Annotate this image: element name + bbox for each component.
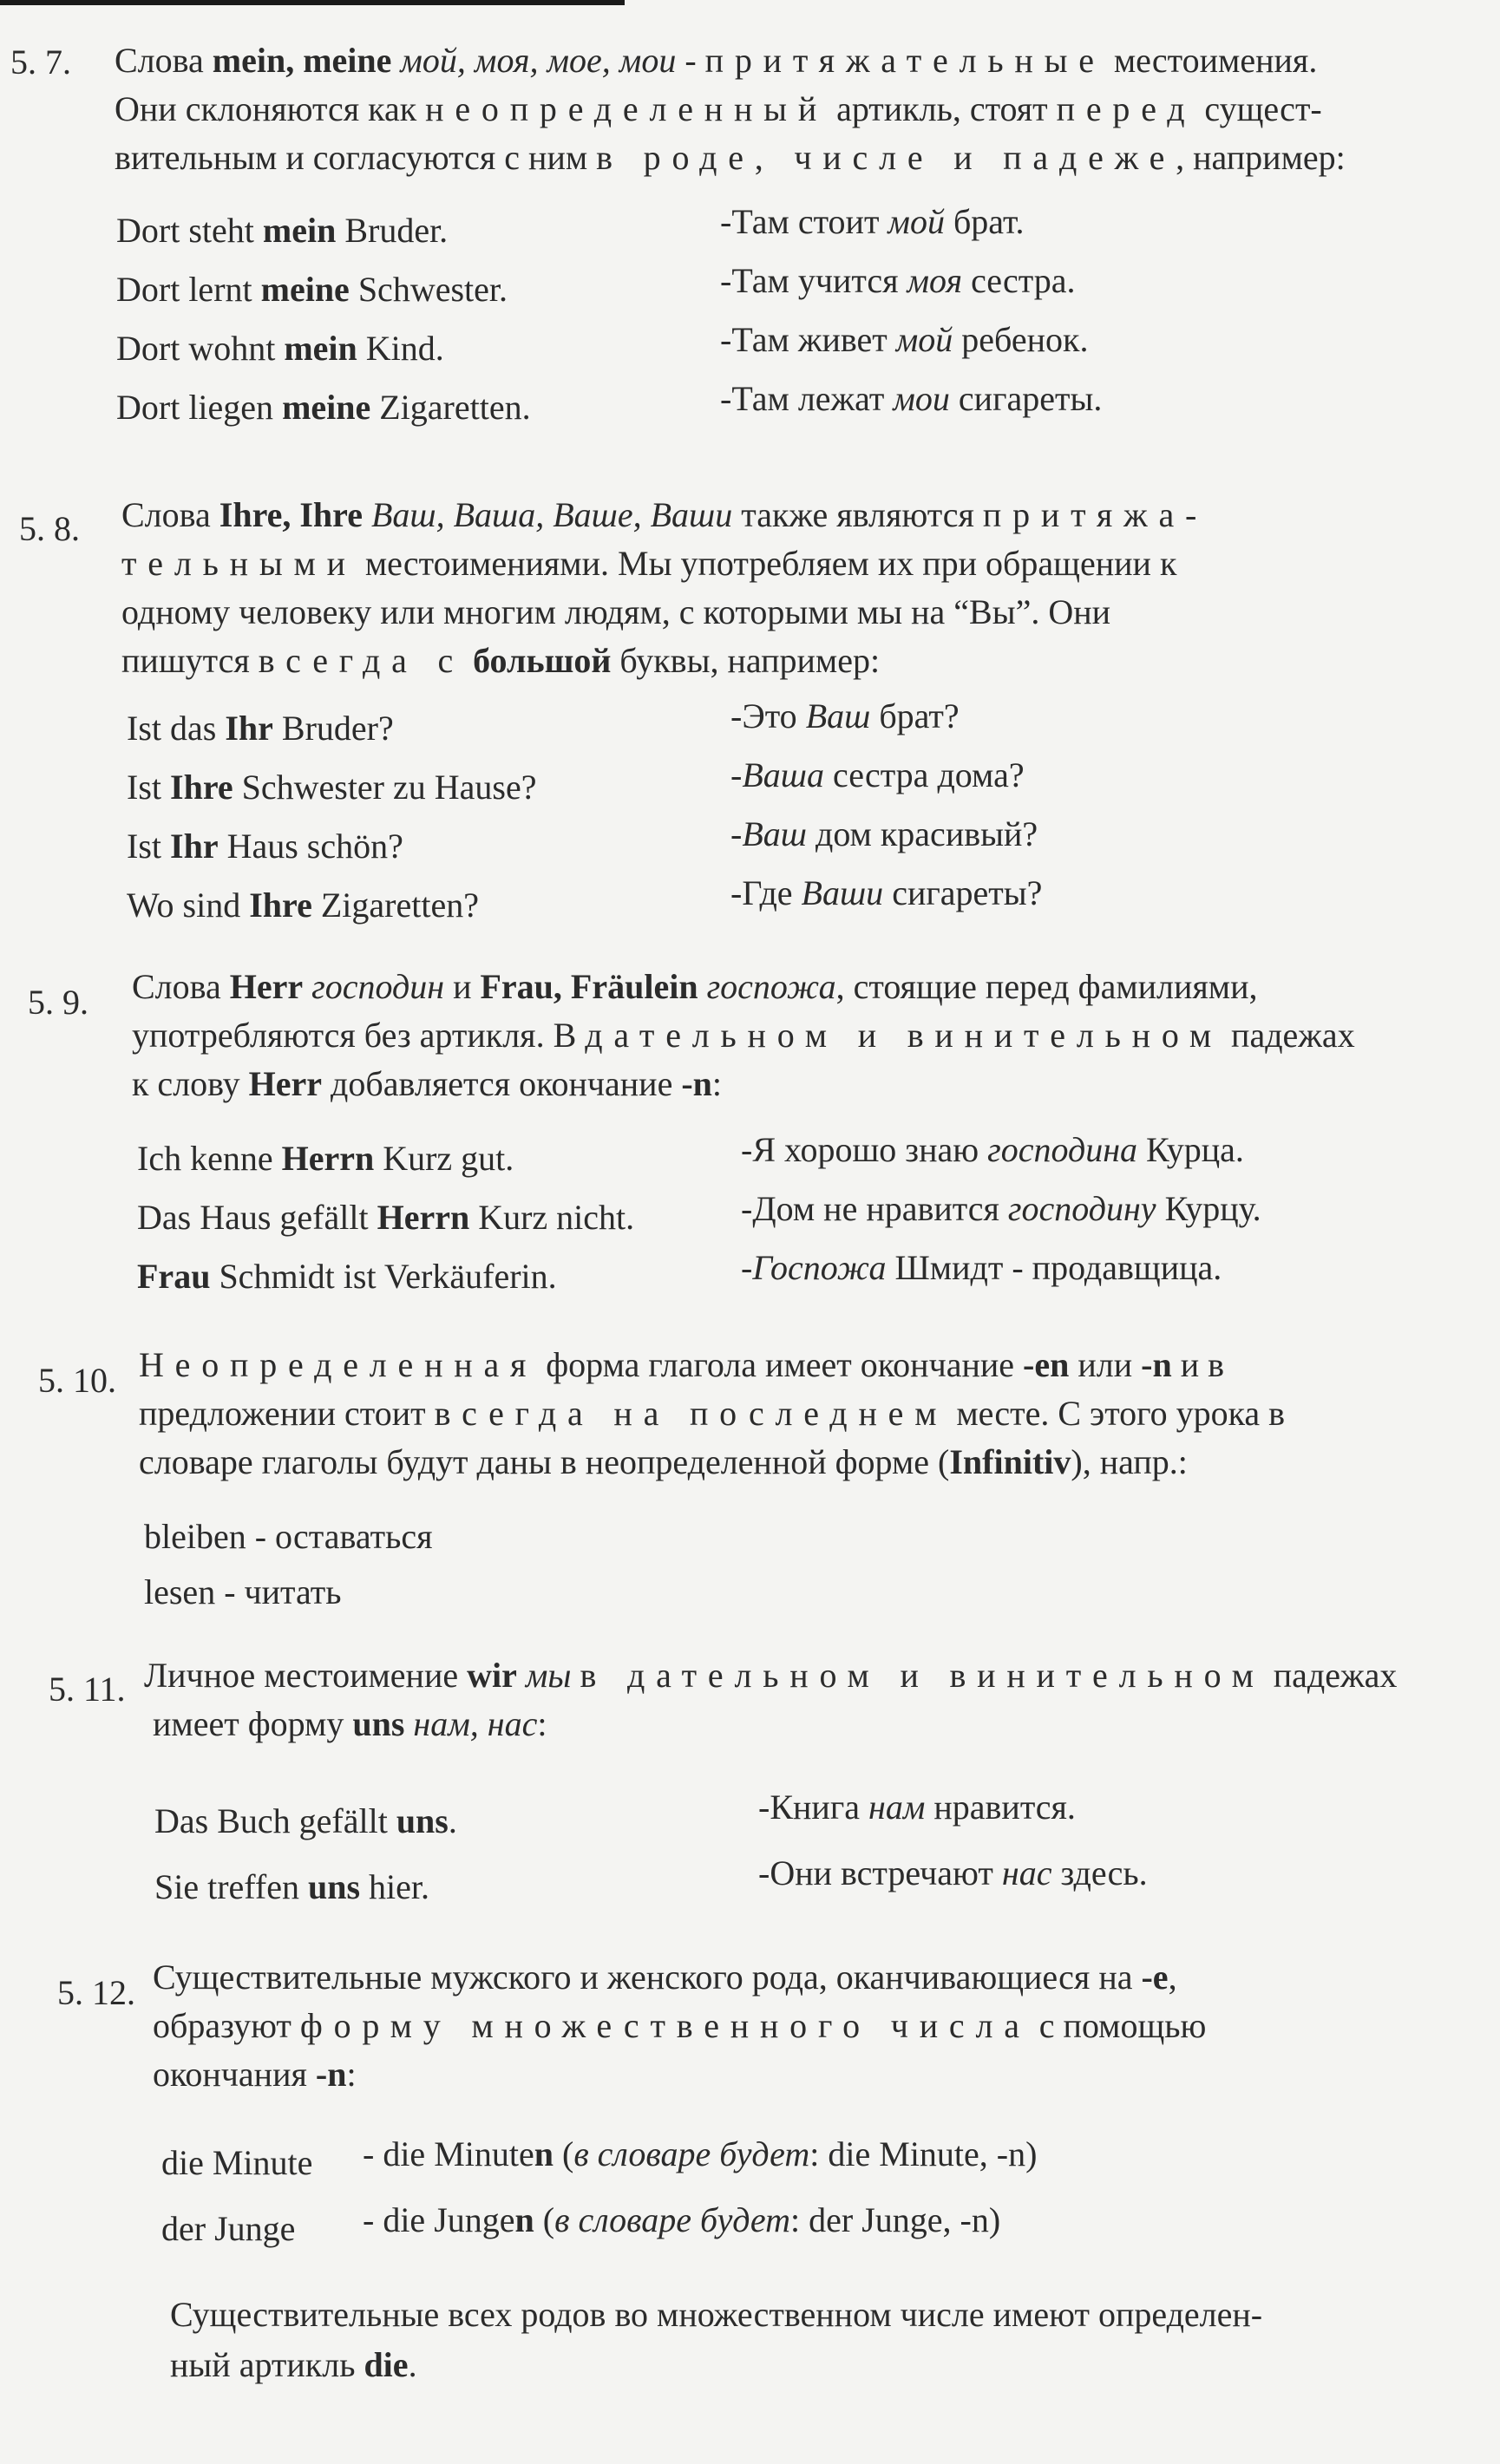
russian-translations bbox=[741, 1121, 1261, 1297]
example-de: Ist Ihre Schwester zu Hause? bbox=[127, 768, 537, 807]
example-ru: -Там лежат мои сигареты. bbox=[720, 379, 1103, 418]
example-de: Ist das Ihr Bruder? bbox=[127, 709, 394, 748]
plural-examples-left bbox=[161, 2130, 312, 2262]
text-line: Личное местоимение wir мы в дательном и винительном падежах bbox=[144, 1656, 1398, 1695]
text-line: Они склоняются как неопределенный артикль, стоят перед сущест- bbox=[115, 89, 1322, 128]
section-text bbox=[139, 1341, 1285, 1487]
example-ru: -Госпожа Шмидт - продавщица. bbox=[741, 1248, 1222, 1287]
text-line: Существительные мужского и женского рода, оканчивающиеся на -e, bbox=[153, 1957, 1177, 1997]
text-line: Слова mein, meine мой, моя, мое, мои - притяжательные местоимения. bbox=[115, 41, 1318, 80]
text-line: образуют форму множественного числа с помощью bbox=[153, 2006, 1207, 2045]
text-line: пишутся всегда с большой буквы, например: bbox=[121, 641, 881, 680]
example-ru: -Там учится моя сестра. bbox=[720, 261, 1076, 300]
example-de: Dort lernt meine Schwester. bbox=[116, 270, 508, 309]
german-examples bbox=[154, 1788, 457, 1920]
example-de: Dort steht mein Bruder. bbox=[116, 211, 449, 250]
text-line: к слову Herr добавляется окончание -n: bbox=[132, 1064, 723, 1103]
example-verb: bleiben - оставаться bbox=[144, 1517, 433, 1556]
example-verb: lesen - читать bbox=[144, 1572, 342, 1611]
example-ru: -Где Ваши сигареты? bbox=[730, 873, 1043, 912]
text-line: окончания -n: bbox=[153, 2055, 357, 2094]
section-text bbox=[121, 491, 1208, 685]
example-singular: die Minute bbox=[161, 2143, 313, 2182]
verb-examples bbox=[144, 1509, 432, 1620]
german-examples bbox=[116, 201, 531, 437]
german-examples bbox=[137, 1129, 634, 1306]
text-line: словаре глаголы будут даны в неопределенной форме (Infinitiv), напр.: bbox=[139, 1442, 1188, 1481]
plural-examples-right bbox=[363, 2121, 1037, 2253]
example-de: Sie treffen uns hier. bbox=[154, 1867, 430, 1906]
section-number: 5. 7. bbox=[10, 42, 71, 82]
text-line: Слова Herr господин и Frau, Fräulein госпожа, стоящие перед фамилиями, bbox=[132, 967, 1258, 1006]
text-line: имеет форму uns нам, нас: bbox=[153, 1704, 547, 1743]
text-line: тельными местоимениями. Мы употребляем их при обращении к bbox=[121, 544, 1177, 583]
example-de: Dort wohnt mein Kind. bbox=[116, 329, 444, 368]
example-singular: der Junge bbox=[161, 2209, 296, 2248]
text-line: одному человеку или многим людям, с которыми мы на “Вы”. Они bbox=[121, 592, 1111, 631]
text-line: Слова Ihre, Ihre Ваш, Ваша, Ваше, Ваши также являются притяжа- bbox=[121, 495, 1209, 534]
example-ru: -Они встречают нас здесь. bbox=[758, 1853, 1148, 1892]
example-ru: -Там стоит мой брат. bbox=[720, 202, 1025, 241]
text-line: вительным и согласуются с ним в роде, числе и падеже, например: bbox=[115, 138, 1346, 177]
example-plural: - die Minuten (в словаре будет: die Minute, -n) bbox=[363, 2134, 1038, 2173]
text-line: Неопределенная форма глагола имеет окончание -en или -n и в bbox=[139, 1345, 1224, 1384]
section-number: 5. 9. bbox=[28, 983, 88, 1022]
text-line: Существительные всех родов во множественном числе имеют определен- bbox=[170, 2295, 1263, 2334]
text-line: ный артикль die. bbox=[170, 2345, 417, 2384]
example-ru: -Дом не нравится господину Курцу. bbox=[741, 1189, 1261, 1228]
example-ru: -Я хорошо знаю господина Курца. bbox=[741, 1130, 1244, 1169]
example-de: Wo sind Ihre Zigaretten? bbox=[127, 886, 479, 925]
section-number: 5. 12. bbox=[57, 1973, 135, 2012]
example-de: Das Haus gefällt Herrn Kurz nicht. bbox=[137, 1198, 635, 1237]
section-text bbox=[153, 1953, 1206, 2099]
example-de: Das Buch gefällt uns. bbox=[154, 1801, 457, 1840]
example-ru: -Ваша сестра дома? bbox=[730, 755, 1025, 794]
example-de: Ich kenne Herrn Kurz gut. bbox=[137, 1139, 514, 1178]
section-text bbox=[132, 963, 1355, 1108]
german-examples bbox=[127, 699, 536, 935]
section-number: 5. 8. bbox=[19, 509, 80, 548]
example-ru: -Ваш дом красивый? bbox=[730, 814, 1038, 853]
russian-translations bbox=[720, 193, 1102, 428]
russian-translations bbox=[758, 1774, 1148, 1906]
text-line: предложении стоит всегда на последнем месте. С этого урока в bbox=[139, 1394, 1286, 1433]
text-line: употребляются без артикля. В дательном и винительном падежах bbox=[132, 1016, 1355, 1055]
section-text bbox=[115, 36, 1346, 182]
example-de: Dort liegen meine Zigaretten. bbox=[116, 388, 531, 427]
plural-article-note bbox=[170, 2290, 1262, 2390]
section-text bbox=[144, 1651, 1397, 1748]
russian-translations bbox=[730, 687, 1042, 923]
example-ru: -Там живет мой ребенок. bbox=[720, 320, 1089, 359]
example-plural: - die Jungen (в словаре будет: der Junge, -n) bbox=[363, 2200, 1001, 2239]
example-ru: -Это Ваш брат? bbox=[730, 696, 960, 735]
example-de: Frau Schmidt ist Verkäuferin. bbox=[137, 1257, 557, 1296]
example-de: Ist Ihr Haus schön? bbox=[127, 827, 403, 866]
example-ru: -Книга нам нравится. bbox=[758, 1788, 1076, 1827]
section-number: 5. 10. bbox=[38, 1361, 116, 1400]
section-number: 5. 11. bbox=[49, 1670, 126, 1709]
